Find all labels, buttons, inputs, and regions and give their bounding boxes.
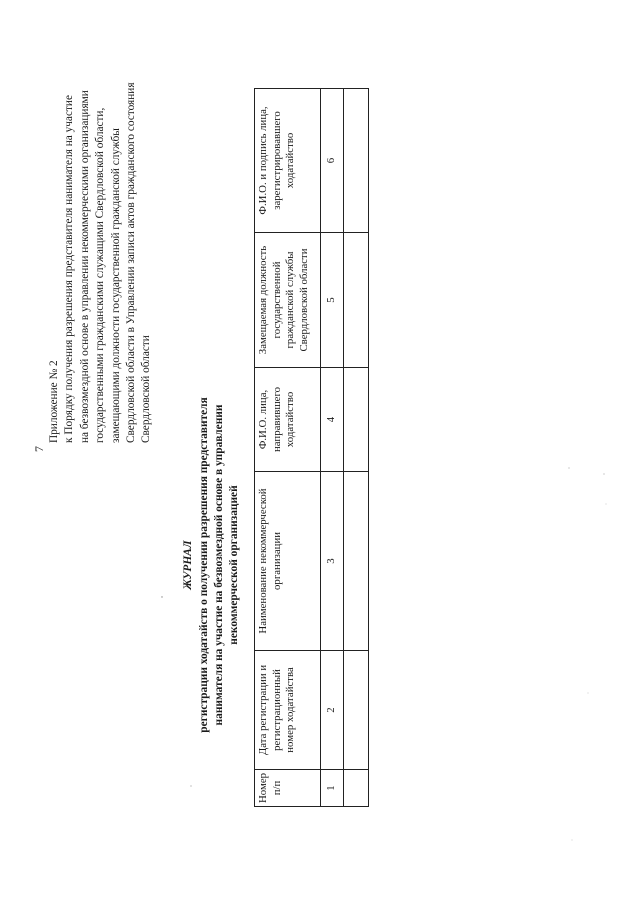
- column-header: Номер п/п: [255, 769, 321, 806]
- column-header: Ф.И.О. лица, направившего ходатайство: [255, 367, 321, 471]
- appendix-line: Свердловской области в Управлении записи актов гражданского состояния: [125, 82, 138, 443]
- journal-subtitle-line: некоммерческой организацией: [228, 485, 240, 645]
- column-header: Наименование некоммерческой организации: [255, 471, 321, 650]
- column-header: Дата регистрации и регистрационный номер ходатайства: [255, 650, 321, 769]
- appendix-line: Свердловской области: [140, 335, 153, 443]
- column-number: 1: [321, 769, 344, 806]
- journal-title: ЖУРНАЛ: [182, 540, 194, 590]
- column-number: 5: [321, 232, 344, 367]
- appendix-line: Приложение № 2: [48, 360, 60, 443]
- column-header: Замещаемая должность государственной гражданской службы Свердловской области: [255, 232, 321, 367]
- column-number: 2: [321, 650, 344, 769]
- journal-subtitle-line: регистрации ходатайств о получении разрешения представителя: [198, 397, 210, 733]
- column-number: 4: [321, 367, 344, 471]
- appendix-line: государственными гражданскими служащими Свердловской области,: [94, 107, 107, 443]
- page-number: 7: [32, 446, 46, 452]
- appendix-line: на безвозмездной основе в управлении некоммерческими организациями: [78, 90, 91, 443]
- journal-subtitle-line: нанимателя на участие на безвозмездной основе в управлении: [213, 404, 225, 726]
- appendix-line: замещающими должности государственной гражданской службы: [109, 128, 122, 443]
- appendix-line: к Порядку получения разрешения представителя нанимателя на участие: [63, 95, 76, 443]
- column-number: 3: [321, 471, 344, 650]
- column-number: 6: [321, 88, 344, 232]
- column-header: Ф.И.О. и подпись лица, зарегистрировавшего ходатайство: [255, 88, 321, 232]
